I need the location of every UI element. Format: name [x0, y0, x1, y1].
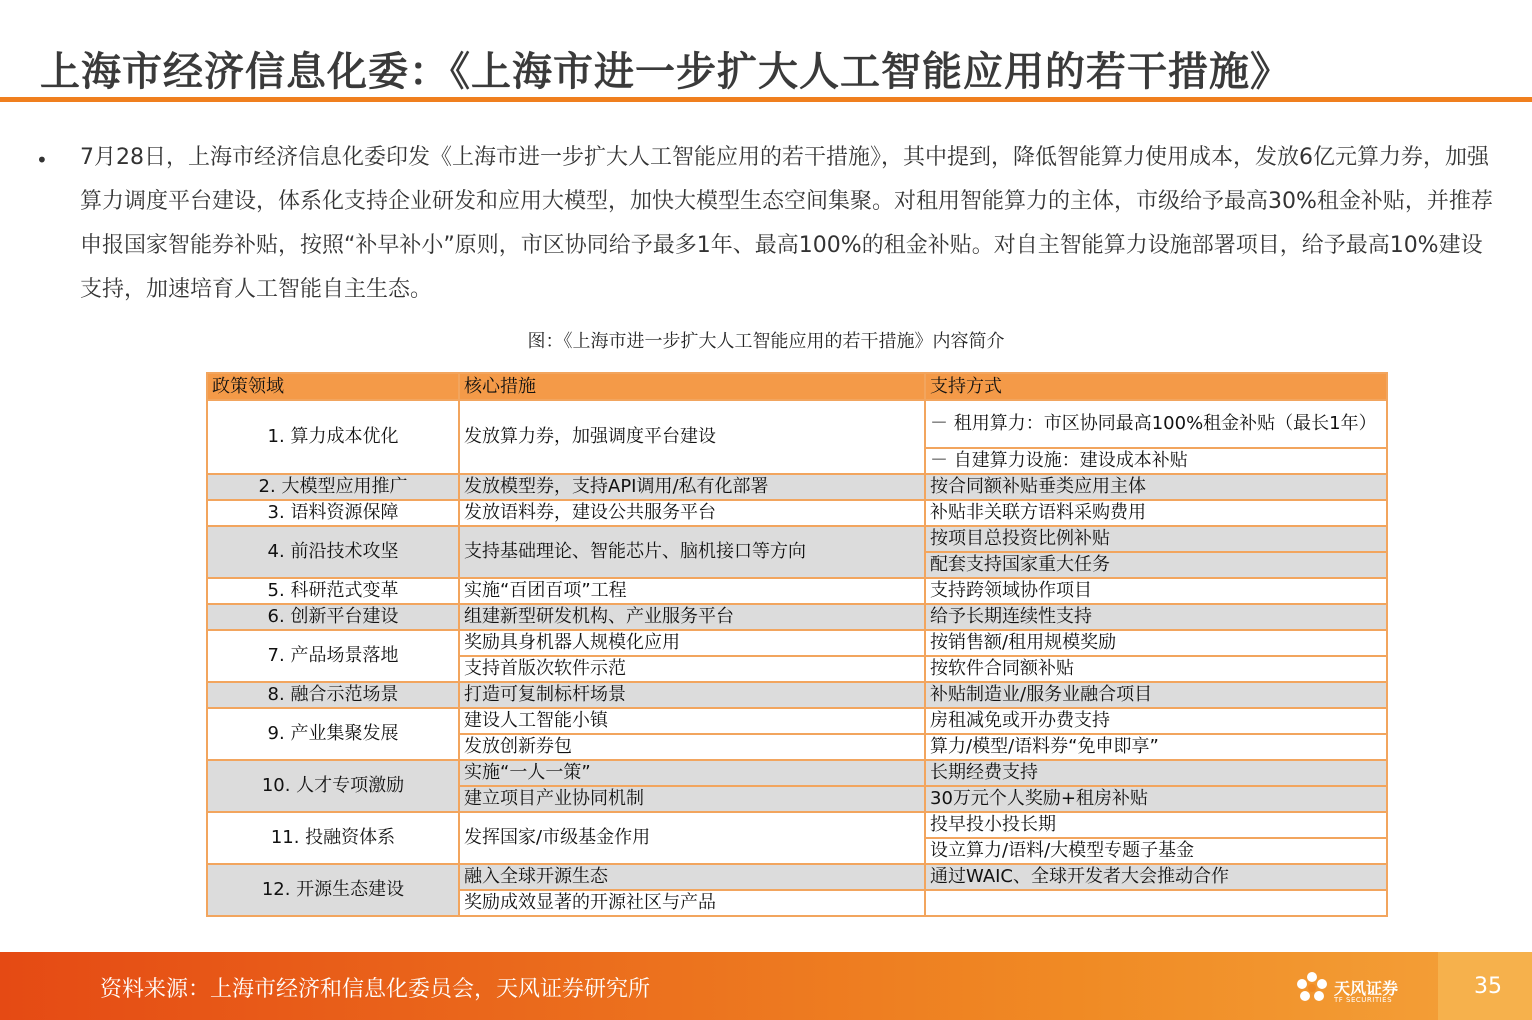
cell-support: 按销售额/租用规模奖励: [925, 630, 1387, 656]
table-row: [207, 526, 1387, 552]
table-row: [207, 604, 1387, 630]
cell-area: 7. 产品场景落地: [207, 630, 459, 682]
cell-measure: 奖励成效显著的开源社区与产品: [459, 890, 925, 916]
table-row: [207, 812, 1387, 838]
cell-support: 给予长期连续性支持: [925, 604, 1387, 630]
figure-caption: 图：《上海市进一步扩大人工智能应用的若干措施》内容简介: [527, 331, 1005, 352]
cell-measure: 发放创新券包: [459, 734, 925, 760]
cell-support: 设立算力/语料/大模型专题子基金: [925, 838, 1387, 864]
cell-area: 3. 语料资源保障: [207, 500, 459, 526]
cell-area: 8. 融合示范场景: [207, 682, 459, 708]
header-core-measure: 核心措施: [459, 373, 925, 400]
table-row: [207, 682, 1387, 708]
cell-support: 按项目总投资比例补贴: [925, 526, 1387, 552]
cell-support: 按合同额补贴垂类应用主体: [925, 474, 1387, 500]
table-row: [207, 578, 1387, 604]
bullet-paragraph: 7月28日，上海市经济信息化委印发《上海市进一步扩大人工智能应用的若干措施》，其中提到，降低智能算力使用成本，发放6亿元算力券，加强算力调度平台建设，体系化支持企业研发和应用大模型，加快大模型生态空间集聚。对租用智能算力的主体，市级给予最高30%租金补贴，并推荐申报国家智能券补贴，按照“补早补小”原则，市区协同给予最多1年、最高100%的租金补贴。对自主智能算力设施部署项目，给予最高10%建设支持，加速培育人工智能自主生态。: [80, 145, 1493, 302]
cell-measure: 发挥国家/市级基金作用: [459, 812, 925, 864]
cell-area: 5. 科研范式变革: [207, 578, 459, 604]
cell-measure: 打造可复制标杆场景: [459, 682, 925, 708]
cell-measure: 组建新型研发机构、产业服务平台: [459, 604, 925, 630]
logo-subtitle: TF SECURITIES: [1334, 996, 1393, 1004]
cell-support: 支持跨领域协作项目: [925, 578, 1387, 604]
cell-support: 投早投小投长期: [925, 812, 1387, 838]
cell-support: 补贴非关联方语料采购费用: [925, 500, 1387, 526]
cell-area: 12. 开源生态建设: [207, 864, 459, 916]
cell-support: － 自建算力设施：建设成本补贴: [925, 448, 1387, 474]
cell-support: 30万元个人奖励+租房补贴: [925, 786, 1387, 812]
cell-support: － 租用算力：市区协同最高100%租金补贴（最长1年）: [925, 400, 1387, 448]
cell-area: 1. 算力成本优化: [207, 400, 459, 474]
cell-support: 通过WAIC、全球开发者大会推动合作: [925, 864, 1387, 890]
cell-measure: 建设人工智能小镇: [459, 708, 925, 734]
table-row: [207, 864, 1387, 890]
cell-measure: 实施“一人一策”: [459, 760, 925, 786]
cell-support: 房租减免或开办费支持: [925, 708, 1387, 734]
header-support-method: 支持方式: [925, 373, 1387, 400]
table-row: [207, 708, 1387, 734]
cell-measure: 发放语料券，建设公共服务平台: [459, 500, 925, 526]
cell-support: [925, 890, 1387, 916]
cell-area: 4. 前沿技术攻坚: [207, 526, 459, 578]
table-header-row: [207, 373, 1387, 400]
cell-area: 6. 创新平台建设: [207, 604, 459, 630]
cell-area: 11. 投融资体系: [207, 812, 459, 864]
page-number-box: [1438, 952, 1532, 1020]
footer-bar: [0, 952, 1532, 1020]
cell-support: 长期经费支持: [925, 760, 1387, 786]
cell-support: 补贴制造业/服务业融合项目: [925, 682, 1387, 708]
table-row: [207, 474, 1387, 500]
bullet-marker: •: [36, 148, 48, 172]
table-row: [207, 500, 1387, 526]
header-policy-area: 政策领域: [207, 373, 459, 400]
tf-securities-logo: [1292, 968, 1412, 1008]
cell-support: 算力/模型/语料券“免申即享”: [925, 734, 1387, 760]
cell-area: 10. 人才专项激励: [207, 760, 459, 812]
source-note: 资料来源：上海市经济和信息化委员会，天风证券研究所: [100, 977, 651, 1002]
page-number: 35: [1474, 974, 1502, 999]
cell-measure: 融入全球开源生态: [459, 864, 925, 890]
cell-measure: 发放算力券，加强调度平台建设: [459, 400, 925, 474]
page-title: 上海市经济信息化委：《上海市进一步扩大人工智能应用的若干措施》: [40, 49, 1291, 95]
cell-support: 按软件合同额补贴: [925, 656, 1387, 682]
table-row: [207, 630, 1387, 656]
cell-measure: 实施“百团百项”工程: [459, 578, 925, 604]
cell-measure: 支持首版次软件示范: [459, 656, 925, 682]
cell-area: 9. 产业集聚发展: [207, 708, 459, 760]
cell-measure: 奖励具身机器人规模化应用: [459, 630, 925, 656]
logo-name: 天风证券: [1334, 979, 1399, 998]
cell-measure: 发放模型券，支持API调用/私有化部署: [459, 474, 925, 500]
table-row: [207, 760, 1387, 786]
table-row: [207, 400, 1387, 448]
title-divider: [0, 97, 1532, 102]
cell-measure: 支持基础理论、智能芯片、脑机接口等方向: [459, 526, 925, 578]
cell-measure: 建立项目产业协同机制: [459, 786, 925, 812]
cell-support: 配套支持国家重大任务: [925, 552, 1387, 578]
policy-table: [206, 372, 1388, 917]
cell-area: 2. 大模型应用推广: [207, 474, 459, 500]
tf-logo-flower-icon: [1292, 968, 1332, 1008]
